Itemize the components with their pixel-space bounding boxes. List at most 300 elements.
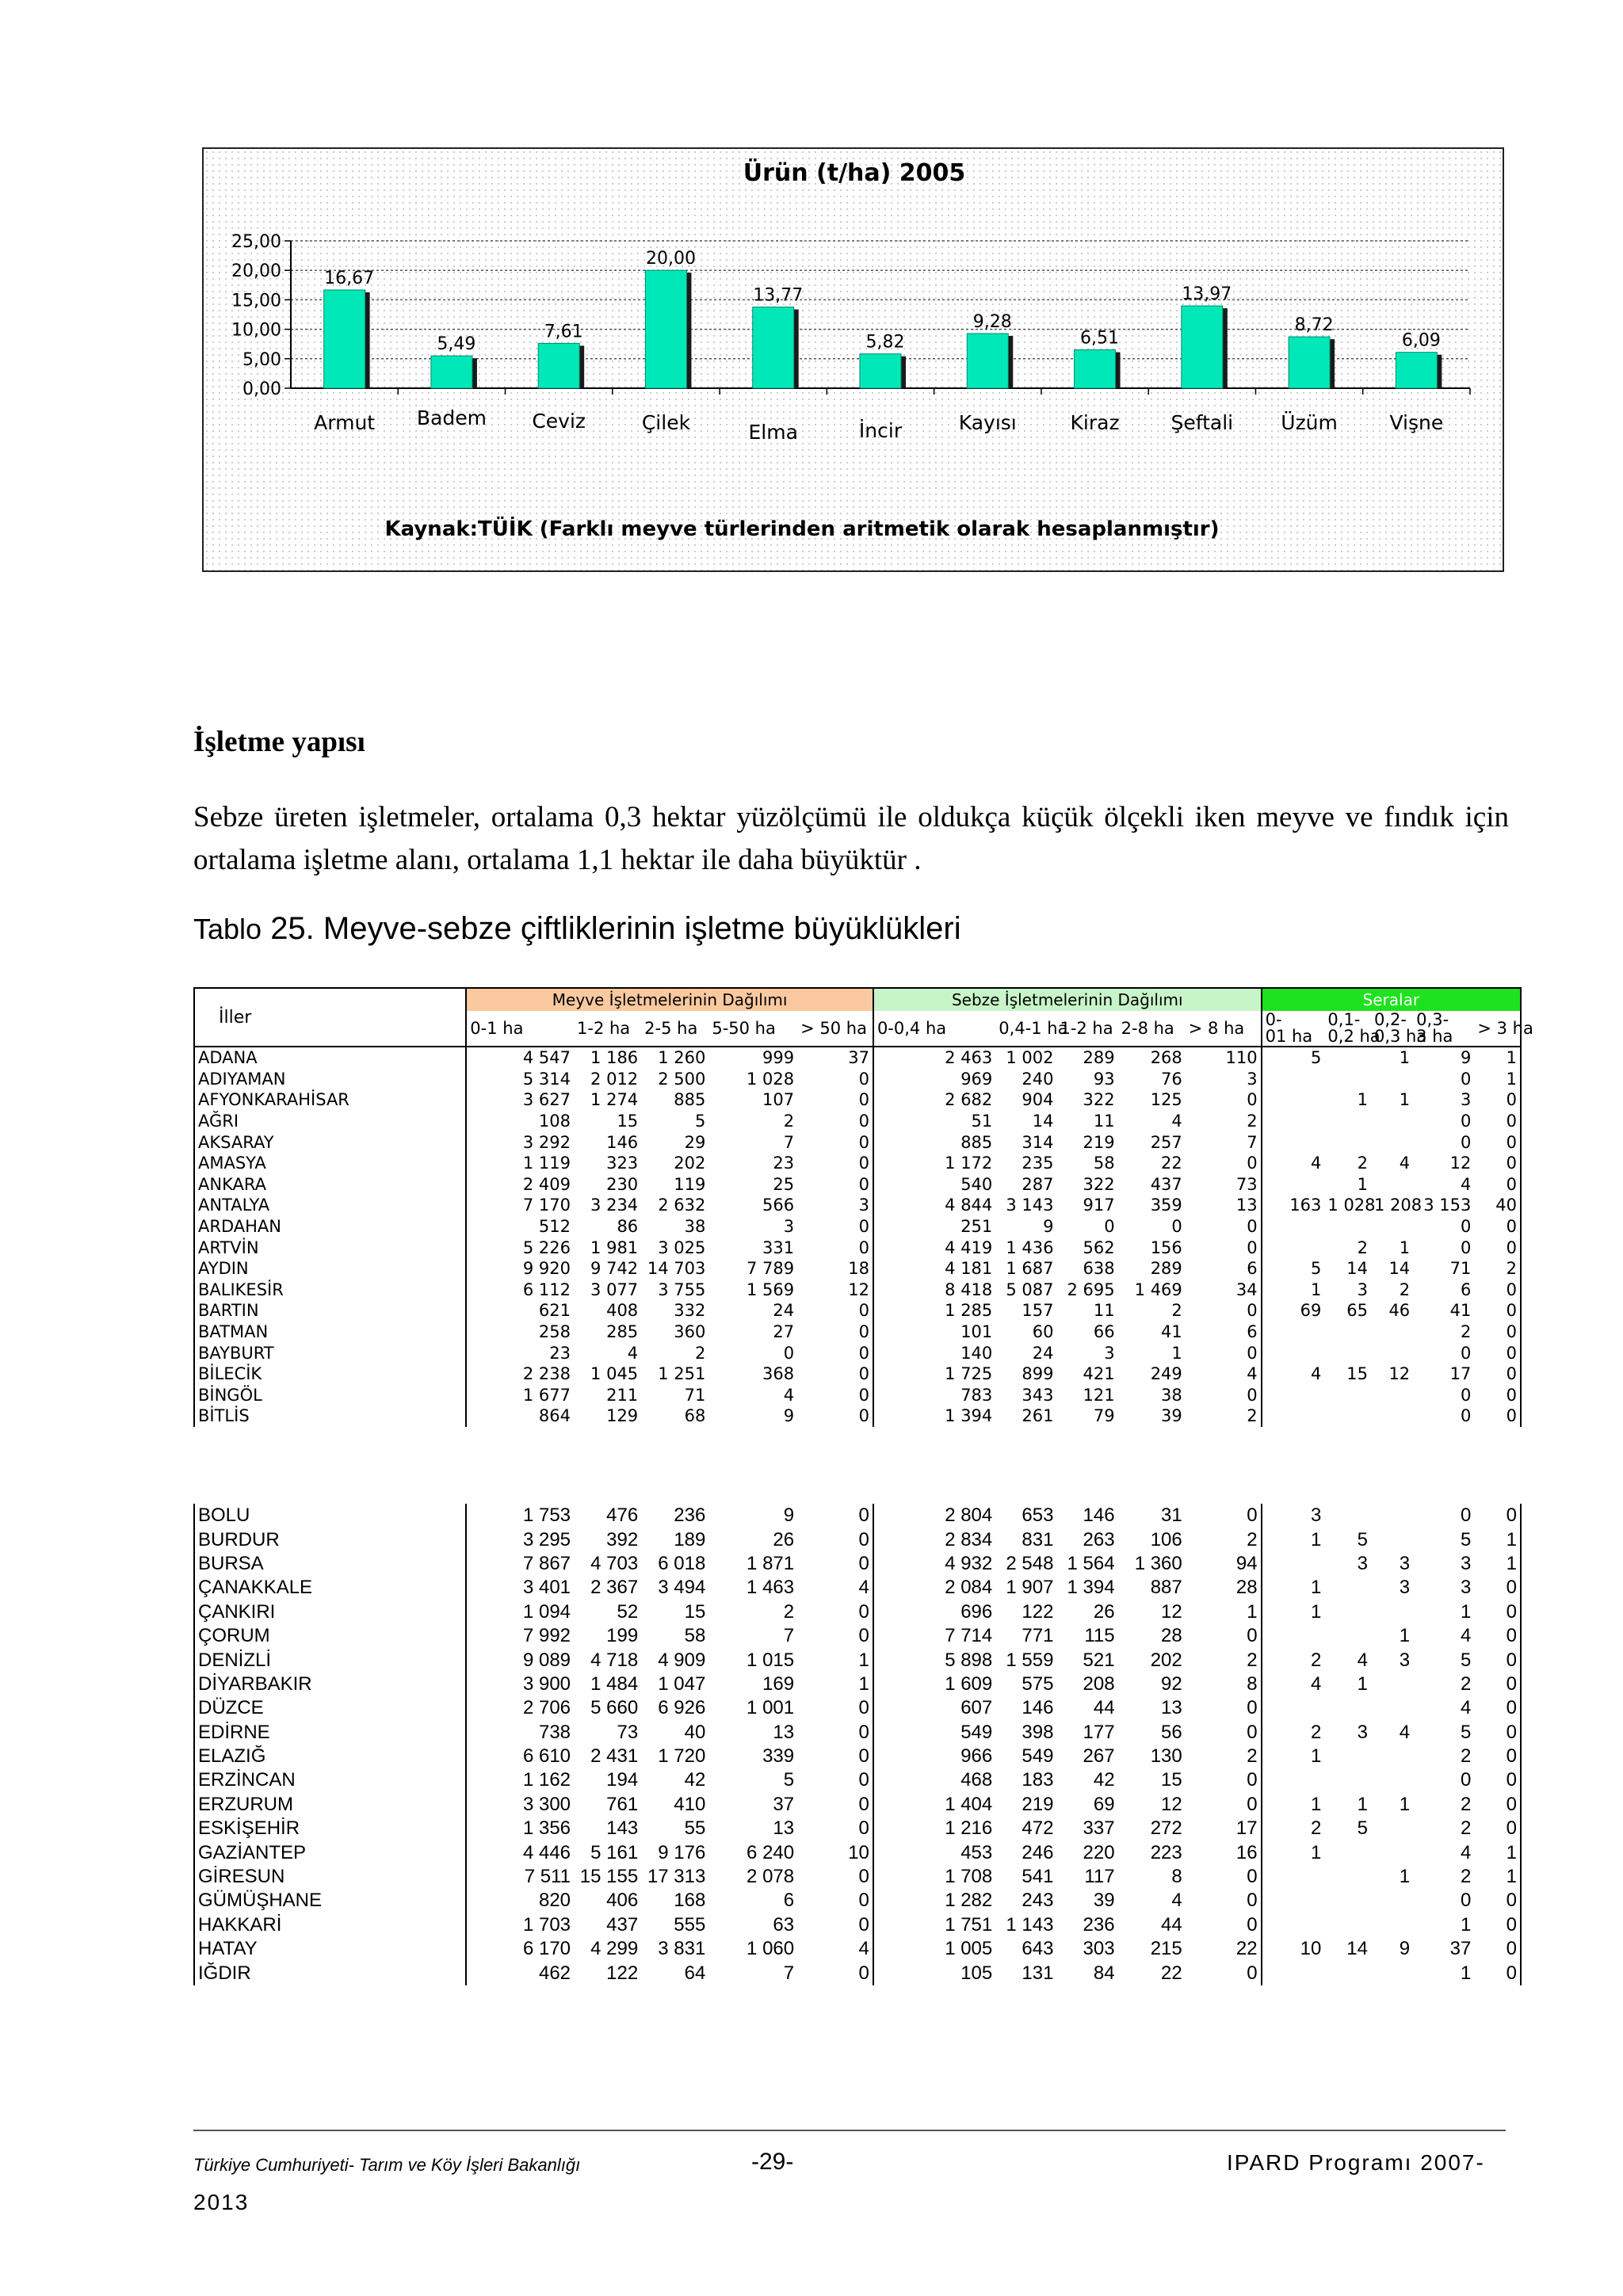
- table-cell: 156: [1150, 1238, 1182, 1257]
- table-cell: 1 751: [945, 1913, 993, 1936]
- table-cell: [1324, 1600, 1371, 1624]
- table-cell: 0: [1474, 1363, 1521, 1385]
- table-cell: 1 404: [945, 1793, 993, 1815]
- table-cell: [1324, 1322, 1371, 1343]
- table-cell: 0: [1186, 1865, 1262, 1889]
- table-cell: 1: [1474, 1840, 1521, 1864]
- table-cell: [1371, 1174, 1413, 1196]
- table-cell: 2: [1311, 1817, 1322, 1840]
- table-cell: 267: [1083, 1745, 1115, 1768]
- column-header-line: > 3 ha: [1477, 1019, 1533, 1038]
- table-cell: 1: [1399, 1793, 1411, 1815]
- table-cell: 289: [1083, 1048, 1115, 1068]
- table-cell: 6: [1186, 1322, 1262, 1343]
- table-cell: 4: [1399, 1154, 1411, 1173]
- table-cell: [1324, 1216, 1371, 1238]
- table-cell: 24: [1032, 1343, 1054, 1363]
- table-cell: 1 028: [746, 1069, 795, 1089]
- table-cell: 761: [606, 1793, 639, 1815]
- table-cell: 696: [960, 1600, 993, 1623]
- table-cell: 1 119: [522, 1154, 571, 1173]
- table-cell: 999: [762, 1048, 795, 1068]
- table-cell: 240: [1022, 1069, 1054, 1089]
- table-cell: 26: [1093, 1600, 1115, 1623]
- table-cell: 14: [1346, 1938, 1368, 1960]
- table-cell: 549: [960, 1721, 993, 1743]
- group-header-0: Meyve İşletmelerinin Dağılımı: [466, 988, 873, 1011]
- table-cell: 0: [1186, 1300, 1262, 1322]
- table-cell: 15: [684, 1600, 706, 1623]
- table-cell: 101: [960, 1322, 993, 1342]
- province-name: BALIKESİR: [194, 1280, 466, 1301]
- table-cell: 0: [797, 1889, 873, 1913]
- table-cell: 0: [797, 1793, 873, 1817]
- table-cell: 157: [1022, 1301, 1054, 1321]
- table-cell: 8: [1171, 1866, 1182, 1888]
- table-cell: 4: [1357, 1649, 1368, 1671]
- table-row: [194, 1961, 1521, 1985]
- table-cell: 410: [674, 1793, 706, 1815]
- column-header: [1413, 1011, 1474, 1047]
- table-cell: 2: [1311, 1721, 1322, 1743]
- table-cell: 168: [674, 1890, 706, 1912]
- table-cell: 899: [1022, 1364, 1054, 1384]
- table-cell: 3 292: [522, 1132, 571, 1152]
- table-cell: [1324, 1768, 1371, 1792]
- table-cell: 0: [1460, 1343, 1472, 1363]
- table-row: [194, 1322, 1521, 1343]
- table-row: [194, 1865, 1521, 1889]
- table-cell: 257: [1150, 1132, 1182, 1152]
- table-cell: [1371, 1840, 1413, 1864]
- table-cell: 1 708: [945, 1866, 993, 1888]
- province-name: ARTVİN: [194, 1237, 466, 1258]
- table-row: [194, 1069, 1521, 1090]
- province-name: BİNGÖL: [194, 1385, 466, 1406]
- table-cell: 189: [674, 1528, 706, 1550]
- province-name: ADIYAMAN: [194, 1069, 466, 1090]
- bar-üzüm: [1289, 337, 1330, 388]
- table-cell: 638: [1083, 1259, 1115, 1279]
- table-cell: 15 155: [579, 1866, 639, 1888]
- table-cell: 34: [1186, 1280, 1262, 1301]
- table-cell: 1: [1311, 1745, 1322, 1768]
- table-cell: 51: [971, 1112, 993, 1131]
- table-cell: 10: [797, 1840, 873, 1864]
- province-name: ESKİŞEHİR: [194, 1817, 466, 1840]
- province-name: GÜMÜŞHANE: [194, 1889, 466, 1913]
- x-category-label: Şeftali: [1170, 411, 1234, 434]
- table-cell: 0: [1460, 1132, 1472, 1152]
- table-cell: 60: [1032, 1322, 1054, 1342]
- table-cell: [1371, 1527, 1413, 1551]
- table-cell: 235: [1022, 1154, 1054, 1173]
- table-cell: 249: [1150, 1364, 1182, 1384]
- table-cell: 1 001: [747, 1697, 795, 1719]
- table-cell: 1 559: [1006, 1649, 1054, 1671]
- column-header: [466, 1011, 574, 1047]
- table-cell: 360: [674, 1322, 706, 1342]
- table-cell: 0: [1474, 1721, 1521, 1745]
- table-cell: 2: [1186, 1745, 1262, 1768]
- table-row: [194, 1793, 1521, 1817]
- table-cell: 4 844: [945, 1196, 993, 1215]
- column-header-line: 0,4-1 ha: [999, 1019, 1068, 1038]
- x-category-label: Armut: [314, 411, 376, 434]
- table-cell: 44: [1161, 1913, 1182, 1936]
- column-header-line: 5-50 ha: [712, 1019, 776, 1038]
- table-cell: 4 909: [658, 1649, 706, 1671]
- table-cell: 0: [1474, 1174, 1521, 1196]
- table-cell: 2: [1460, 1672, 1472, 1695]
- table-row: [194, 1258, 1521, 1280]
- bar-ceviz: [538, 343, 579, 388]
- bar-value-label: 7,61: [544, 322, 583, 342]
- table-cell: 73: [1186, 1174, 1262, 1196]
- table-cell: 3: [1460, 1552, 1472, 1574]
- table-cell: 2 238: [522, 1364, 571, 1384]
- table-cell: 2 409: [522, 1174, 571, 1194]
- table-cell: [1324, 1696, 1371, 1720]
- column-header-line: 0-1 ha: [470, 1019, 524, 1038]
- bar-value-label: 13,97: [1182, 284, 1232, 305]
- bar-armut: [324, 290, 365, 388]
- table-cell: 1 002: [1006, 1048, 1054, 1068]
- table-cell: 0: [1474, 1216, 1521, 1238]
- table-cell: 6 240: [747, 1841, 795, 1863]
- table-cell: 0: [1474, 1237, 1521, 1258]
- table-cell: 0: [797, 1342, 873, 1363]
- table-cell: 71: [1449, 1259, 1472, 1279]
- table-cell: 236: [1083, 1913, 1115, 1936]
- table-cell: 46: [1388, 1301, 1411, 1321]
- table-cell: 261: [1022, 1406, 1054, 1426]
- table-cell: 2: [1186, 1648, 1262, 1672]
- table-cell: 0: [797, 1504, 873, 1527]
- province-name: ÇORUM: [194, 1624, 466, 1648]
- table-cell: [1262, 1089, 1325, 1111]
- table-cell: 337: [1083, 1817, 1115, 1840]
- table-cell: 15: [1161, 1769, 1182, 1791]
- table-cell: 5 226: [522, 1238, 571, 1257]
- table-cell: 0: [1474, 1576, 1521, 1600]
- table-cell: 7 992: [522, 1625, 571, 1647]
- table-cell: [1262, 1385, 1325, 1406]
- table-cell: 3: [1104, 1343, 1115, 1363]
- table-cell: 11: [1093, 1301, 1115, 1321]
- table-cell: 2: [1357, 1238, 1368, 1257]
- table-cell: 1: [1460, 1962, 1472, 1984]
- table-cell: [1262, 1865, 1325, 1889]
- table-cell: 122: [606, 1962, 639, 1984]
- table-cell: 1: [1474, 1552, 1521, 1576]
- table-cell: 0: [1474, 1322, 1521, 1343]
- table-row: [194, 1405, 1521, 1427]
- table-row: [194, 1280, 1521, 1301]
- table-cell: 5: [1460, 1721, 1472, 1743]
- table-cell: 26: [773, 1528, 795, 1550]
- column-header-line: 0-: [1265, 1010, 1282, 1029]
- table-cell: 246: [1022, 1841, 1054, 1863]
- table-cell: 0: [1104, 1217, 1115, 1237]
- table-cell: 272: [1150, 1817, 1182, 1840]
- table-row: [194, 1817, 1521, 1840]
- table-cell: 406: [606, 1890, 639, 1912]
- column-header-line: 0,3 ha: [1373, 1027, 1427, 1046]
- table-cell: 22: [1161, 1962, 1182, 1984]
- column-header-line: 1-2 ha: [1060, 1019, 1113, 1038]
- table-row: [194, 1216, 1521, 1238]
- table-cell: [1371, 1672, 1413, 1696]
- province-name: BAYBURT: [194, 1342, 466, 1363]
- bar-value-label: 20,00: [645, 249, 696, 269]
- table-row: [194, 1300, 1521, 1322]
- bar-value-label: 8,72: [1294, 315, 1334, 336]
- table-cell: 5 314: [522, 1069, 571, 1089]
- y-tick-label: 20,00: [231, 261, 281, 282]
- table-cell: 29: [684, 1132, 706, 1152]
- table-cell: 1: [1399, 1238, 1411, 1257]
- table-cell: 3 143: [1006, 1196, 1054, 1215]
- table-cell: 9: [1043, 1217, 1054, 1237]
- footer-rule: [193, 2130, 1506, 2131]
- table-cell: 966: [960, 1745, 993, 1768]
- table-row: [194, 1089, 1521, 1111]
- table-row: [194, 1527, 1521, 1551]
- table-cell: [1324, 1840, 1371, 1864]
- column-header-line: > 8 ha: [1188, 1019, 1245, 1038]
- table-cell: 421: [1083, 1364, 1115, 1384]
- table-cell: 2 078: [747, 1866, 795, 1888]
- province-name: ANKARA: [194, 1174, 466, 1196]
- table-cell: 56: [1161, 1721, 1182, 1743]
- table-cell: 2: [1460, 1817, 1472, 1840]
- table-cell: 215: [1150, 1938, 1182, 1960]
- table-cell: 2: [1171, 1301, 1182, 1321]
- table-cell: 1: [1399, 1625, 1411, 1647]
- table-cell: 23: [773, 1154, 795, 1173]
- table-cell: [1371, 1322, 1413, 1343]
- chart-source-note: Kaynak:TÜİK (Farklı meyve türlerinden aritmetik olarak hesaplanmıştır): [384, 517, 1220, 541]
- table-cell: 885: [674, 1090, 706, 1110]
- table-cell: 0: [797, 1745, 873, 1768]
- column-header-line: 1-2 ha: [577, 1019, 631, 1038]
- table-cell: 0: [797, 1111, 873, 1132]
- table-cell: [1262, 1131, 1325, 1153]
- table-cell: [1324, 1504, 1371, 1527]
- table-row: [194, 1889, 1521, 1913]
- table-cell: [1371, 1913, 1413, 1937]
- table-cell: [1324, 1131, 1371, 1153]
- y-tick-label: 5,00: [242, 349, 281, 370]
- table-cell: 738: [538, 1721, 571, 1743]
- table-cell: 38: [1161, 1385, 1182, 1405]
- table-cell: 1 216: [945, 1817, 993, 1840]
- column-header-line: 2-5 ha: [644, 1019, 698, 1038]
- table-row: [194, 1576, 1521, 1600]
- column-header-line: 0-0,4 ha: [876, 1019, 947, 1038]
- table-caption: [193, 911, 961, 947]
- table-cell: 5 161: [590, 1841, 639, 1863]
- table-cell: 12: [797, 1280, 873, 1301]
- table-cell: [1324, 1342, 1371, 1363]
- x-category-label: İncir: [858, 419, 903, 442]
- table-cell: 1: [1311, 1577, 1322, 1599]
- table-row: [194, 1768, 1521, 1792]
- table-cell: 6: [1186, 1258, 1262, 1280]
- table-cell: [1371, 1504, 1413, 1527]
- table-cell: 183: [1022, 1769, 1054, 1791]
- table-cell: 38: [684, 1217, 706, 1237]
- table-cell: [1324, 1576, 1371, 1600]
- table-row: [194, 1552, 1521, 1576]
- table-cell: 0: [797, 1600, 873, 1624]
- table-cell: [1262, 1961, 1325, 1985]
- table-cell: 37: [1449, 1938, 1472, 1960]
- table-cell: 5: [694, 1112, 706, 1131]
- y-tick-label: 0,00: [242, 379, 281, 399]
- table-row: [194, 1237, 1521, 1258]
- table-cell: 5: [1311, 1259, 1322, 1279]
- table-cell: 7 867: [522, 1552, 571, 1574]
- table-cell: 37: [773, 1793, 795, 1815]
- table-cell: 1 260: [658, 1048, 706, 1068]
- table-cell: 2: [1186, 1111, 1262, 1132]
- table-cell: 3: [1357, 1280, 1368, 1299]
- table-cell: 64: [684, 1962, 706, 1984]
- bar-şeftali: [1182, 306, 1223, 388]
- table-cell: [1324, 1385, 1371, 1406]
- table-cell: 4: [1311, 1364, 1322, 1384]
- table-cell: 0: [1186, 1721, 1262, 1745]
- table-cell: 5: [1460, 1649, 1472, 1671]
- table-cell: 13: [1186, 1195, 1262, 1216]
- table-cell: 0: [1186, 1793, 1262, 1817]
- province-name: ERZİNCAN: [194, 1768, 466, 1792]
- table-cell: 7 789: [746, 1259, 795, 1279]
- table-cell: [1262, 1216, 1325, 1238]
- table-cell: 6 112: [522, 1280, 571, 1299]
- table-cell: 468: [960, 1769, 993, 1791]
- table-cell: 831: [1022, 1528, 1054, 1550]
- x-category-label: Kayısı: [958, 411, 1017, 434]
- table-cell: 885: [960, 1132, 993, 1152]
- table-cell: 3: [1399, 1552, 1411, 1574]
- table-cell: [1371, 1889, 1413, 1913]
- province-name: AYDIN: [194, 1258, 466, 1280]
- table-cell: 25: [773, 1174, 795, 1194]
- table-row: [194, 1195, 1521, 1216]
- table-cell: 0: [1186, 1237, 1262, 1258]
- table-cell: 16: [1186, 1840, 1262, 1864]
- table-cell: 3: [783, 1217, 795, 1237]
- table-cell: 0: [797, 1237, 873, 1258]
- table-cell: 220: [1083, 1841, 1115, 1863]
- table-cell: 1 981: [590, 1238, 639, 1257]
- table-cell: 771: [1022, 1625, 1054, 1647]
- table-cell: 5: [1311, 1048, 1322, 1068]
- table-cell: 0: [1460, 1890, 1472, 1912]
- footer-ministry: Türkiye Cumhuriyeti- Tarım ve Köy İşleri Bakanlığı: [193, 2155, 581, 2175]
- table-cell: 117: [1084, 1866, 1115, 1888]
- table-cell: 3 401: [522, 1577, 571, 1599]
- table-cell: [1371, 1216, 1413, 1238]
- table-cell: 44: [1093, 1697, 1115, 1719]
- table-cell: 110: [1186, 1047, 1262, 1069]
- table-cell: [1262, 1174, 1325, 1196]
- table-cell: 0: [1474, 1745, 1521, 1768]
- table-cell: 1 045: [590, 1364, 639, 1384]
- table-cell: 2: [1186, 1527, 1262, 1551]
- table-cell: 40: [1474, 1195, 1521, 1216]
- yield-chart: [202, 147, 1504, 572]
- table-cell: 343: [1022, 1385, 1054, 1405]
- table-cell: 1 564: [1067, 1552, 1115, 1574]
- table-cell: [1371, 1069, 1413, 1090]
- table-cell: 1 720: [658, 1745, 706, 1768]
- table-cell: 1 360: [1134, 1552, 1182, 1574]
- table-cell: 14: [1346, 1259, 1368, 1279]
- table-cell: 9: [783, 1505, 795, 1527]
- table-cell: 621: [538, 1301, 571, 1321]
- yield-bar-chart-svg: [204, 149, 1506, 574]
- table-cell: 1: [1474, 1865, 1521, 1889]
- bar-value-label: 13,77: [753, 285, 804, 306]
- table-cell: 1 469: [1134, 1280, 1182, 1299]
- table-cell: 0: [1474, 1961, 1521, 1985]
- table-cell: 0: [797, 1913, 873, 1937]
- table-cell: 1 285: [945, 1301, 993, 1321]
- table-cell: 119: [674, 1174, 706, 1194]
- table-cell: 106: [1150, 1528, 1182, 1550]
- table-cell: [1371, 1131, 1413, 1153]
- table-cell: 1 162: [522, 1769, 571, 1791]
- table-cell: [1324, 1865, 1371, 1889]
- table-cell: 9: [783, 1406, 795, 1426]
- column-header: [574, 1011, 641, 1047]
- province-name: AĞRI: [194, 1111, 466, 1132]
- table-cell: 6: [1460, 1280, 1472, 1299]
- table-cell: 3: [1357, 1552, 1368, 1574]
- section-heading: İşletme yapısı: [193, 726, 365, 758]
- table-cell: 17: [1186, 1817, 1262, 1840]
- table-cell: 2 834: [945, 1528, 993, 1550]
- table-cell: 0: [797, 1552, 873, 1576]
- table-cell: 3 025: [658, 1238, 706, 1257]
- table-cell: 6 170: [522, 1938, 571, 1960]
- table-cell: 0: [797, 1961, 873, 1985]
- table-cell: 323: [606, 1154, 639, 1173]
- table-cell: 7 714: [945, 1625, 993, 1647]
- table-cell: 4: [783, 1385, 795, 1405]
- column-header: [873, 1011, 995, 1047]
- table-cell: [1324, 1745, 1371, 1768]
- table-cell: 541: [1022, 1866, 1054, 1888]
- table-cell: 1 143: [1006, 1913, 1054, 1936]
- table-cell: [1371, 1111, 1413, 1132]
- table-cell: [1262, 1624, 1325, 1648]
- table-cell: [1262, 1405, 1325, 1427]
- table-row: [194, 1131, 1521, 1153]
- table-cell: 2 632: [658, 1196, 706, 1215]
- table-cell: 3 755: [658, 1280, 706, 1299]
- farm-size-table-part2: [193, 1504, 1522, 1985]
- table-cell: 2 548: [1006, 1552, 1054, 1574]
- table-cell: 263: [1083, 1528, 1115, 1550]
- column-header: [1371, 1010, 1427, 1047]
- column-header-line: 01 ha: [1265, 1027, 1313, 1046]
- table-cell: 55: [684, 1817, 706, 1840]
